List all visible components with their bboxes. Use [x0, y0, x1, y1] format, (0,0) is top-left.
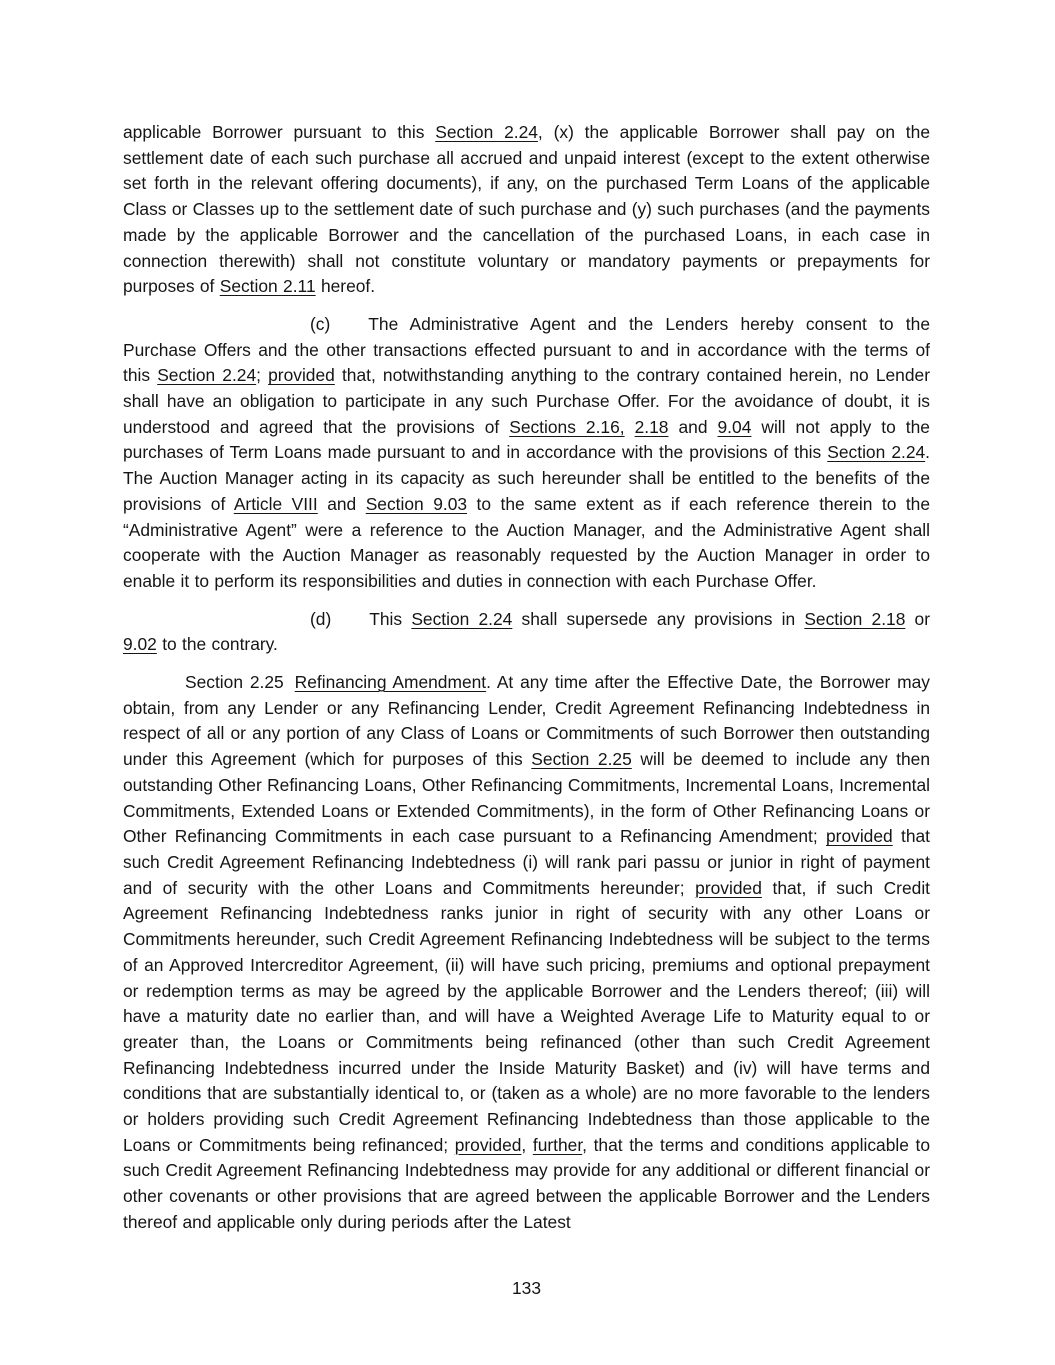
text-run: to the same extent as if each reference therein to the “Administrative Agent” were a reference to the Auction Manager, and the Administrative Agent shall cooperate with the Auction Manager as reasonably requested by the Auction Manager in order to enable it to perform its responsibilities and duties in connection with each Purchase Offer. [123, 493, 931, 591]
text-run: to the contrary. [156, 634, 278, 655]
page-number: 133 [511, 1278, 541, 1298]
underlined-text-run: Section 2.24 [827, 442, 926, 463]
underlined-text-run: Section 2.24 [411, 608, 513, 629]
text-run: will not apply to the purchases of Term Loans made pursuant to and in accordance with the provisions of this [123, 416, 930, 463]
underlined-text-run: 9.02 [123, 634, 157, 655]
paragraph-clause-c [123, 312, 930, 595]
text-run: . The Auction Manager acting in its capacity as such hereunder shall be entitled to the benefits of the provisions of [123, 442, 931, 514]
underlined-text-run: provided [825, 826, 893, 847]
underlined-text-run: Section 2.11 [219, 276, 316, 297]
underlined-text-run: Section 2.24 [157, 365, 257, 386]
text-run: , (x) the applicable Borrower shall pay on the settlement date of each such purchase all accrued and unpaid interest (except to the extent otherwise set forth in the relevant offering documents), if any, on the purchased Term Loans of the applicable Class or Classes up to the settlement date of such purchase and (y) such purchases (and the payments made by the applicable Borrower and the cancellation of the purchased Loans, in each case in connection therewith) shall not constitute voluntary or mandatory payments or prepayments for purposes of [123, 122, 930, 297]
underlined-text-run: Section 2.24 [435, 122, 538, 142]
text-run: that, if such Credit Agreement Refinancing Indebtedness ranks junior in right of security with any other Loans or Commitments hereunder, such Credit Agreement Refinancing Indebtedness will be subject to the terms of an Approved Intercreditor Agreement, (ii) will have such pricing, premiums and optional prepayment or redemption terms as may be agreed by the applicable Borrower and the Lenders thereof; (iii) will have a maturity date no earlier than, and will have a Weighted Average Life to Maturity equal to or greater than, the Loans or Commitments being refinanced (other than such Credit Agreement Refinancing Indebtedness incurred under the Inside Maturity Basket) and (iv) will have terms and conditions that are substantially identical to, or (taken as a whole) are no more favorable to the lenders or holders providing such Credit Agreement Refinancing Indebtedness than those applicable to the Loans or Commitments being refinanced; [123, 877, 931, 1155]
underlined-text-run: Section 2.25 [531, 749, 632, 770]
underlined-text-run: Sections 2.16, [509, 416, 625, 437]
underlined-text-run: Refinancing Amendment [294, 672, 487, 693]
text-run: that such Credit Agreement Refinancing Indebtedness (i) will rank pari passu or junior in right of payment and of security with the other Loans and Commitments hereunder; [123, 826, 930, 898]
text-run: or [905, 608, 931, 629]
underlined-text-run: Article VIII [233, 493, 318, 514]
text-run: and [668, 416, 718, 437]
paragraph-continuation [123, 120, 930, 300]
text-run: that, notwithstanding anything to the contrary contained herein, no Lender shall have an obligation to participate in any such Purchase Offer. For the avoidance of doubt, it is understood and agreed that the provisions of [123, 365, 930, 437]
text-run: , that the terms and conditions applicable to such Credit Agreement Refinancing Indebtedness may provide for any additional or different financial or other covenants or other provisions that are agreed between the applicable Borrower and the Lenders thereof and applicable only during periods after the Latest [123, 1134, 930, 1232]
text-run: and [317, 493, 366, 514]
text-run: hereof. [315, 276, 376, 297]
underlined-text-run: provided [695, 877, 762, 898]
text-run: , [521, 1134, 533, 1155]
underlined-text-run: provided [454, 1134, 522, 1155]
text-run: (c) [310, 313, 331, 334]
underlined-text-run: further [532, 1134, 583, 1155]
underlined-text-run: Section 2.18 [804, 608, 906, 629]
text-run: The Administrative Agent and the Lenders hereby consent to the Purchase Offers and the other transactions effected pursuant to and in accordance with the terms of this [123, 313, 930, 386]
text-run: This [369, 608, 412, 629]
underlined-text-run: provided [268, 365, 335, 386]
text-run: will be deemed to include any then outstanding Other Refinancing Loans, Other Refinancing Commitments, Incremental Loans, Incremental Commitments, Extended Loans or Extended Commitments), in the form of Other Refinancing Loans or Other Refinancing Commitments in each case pursuant to a Refinancing Amendment; [123, 749, 930, 847]
paragraph-clause-d [123, 607, 930, 658]
underlined-text-run: 9.04 [717, 416, 752, 437]
text-run: . At any time after the Effective Date, the Borrower may obtain, from any Lender or any Refinancing Lender, Credit Agreement Refinancing Indebtedness in respect of all or any portion of any Class of Loans or Commitments of such Borrower then outstanding under this Agreement (which for purposes of this [123, 672, 930, 770]
underlined-text-run: Section 9.03 [365, 493, 468, 514]
text-run [625, 417, 635, 437]
underlined-text-run: 2.18 [634, 416, 669, 437]
paragraph-section-2-25 [123, 670, 930, 1235]
text-run: (d) [310, 608, 332, 629]
text-run: Section 2.25 [185, 672, 284, 693]
text-run: shall supersede any provisions in [512, 608, 805, 629]
text-run: ; [256, 365, 269, 386]
text-run: applicable Borrower pursuant to this [123, 122, 436, 142]
document-body [123, 120, 930, 1248]
